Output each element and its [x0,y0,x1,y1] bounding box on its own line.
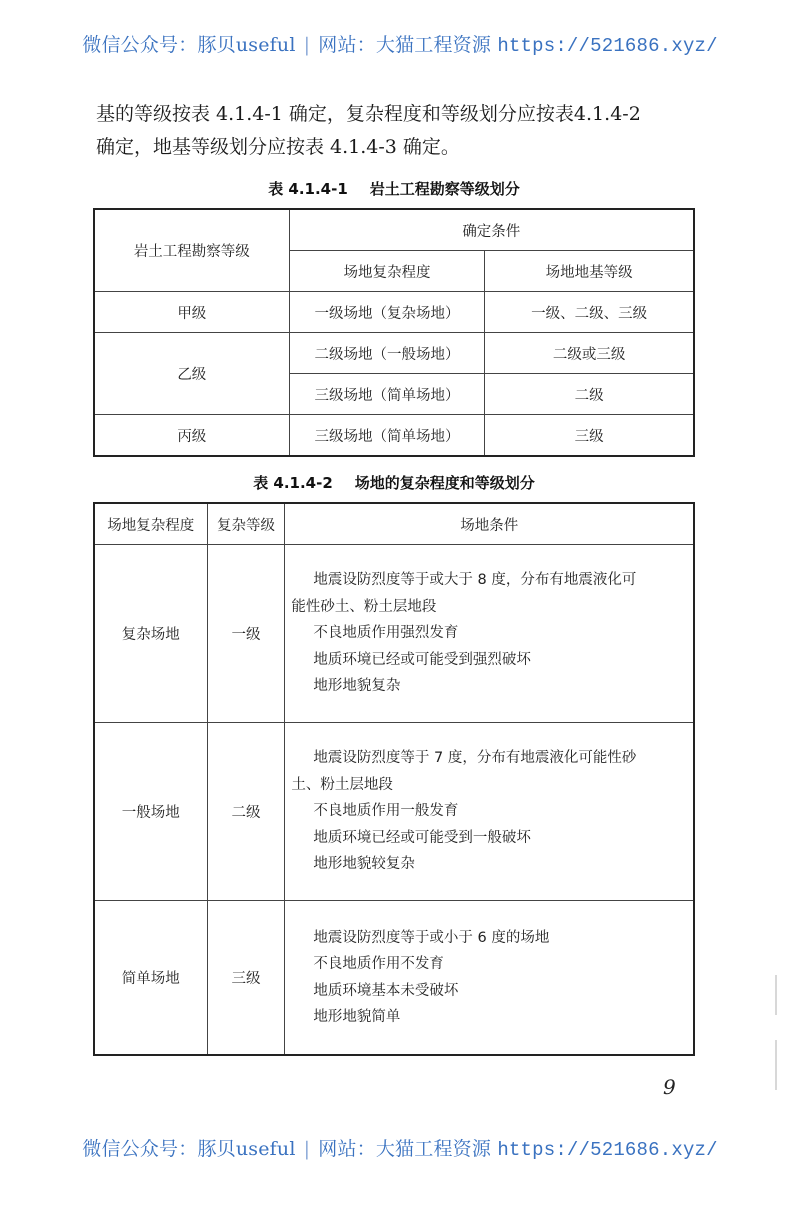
table-row [94,292,694,333]
site-complexity-table [93,502,695,1056]
cell-conditions [285,723,694,901]
site-label: 网站：大猫工程资源 [318,1138,492,1160]
cell-conditions [285,545,694,723]
cell-complexity: 一般场地 [94,723,207,901]
table-row [94,901,694,1056]
cell-level: 二级 [207,723,285,901]
condition-line: 地质环境已经或可能受到一般破坏 [313,829,531,846]
table-row [94,333,694,374]
table1-caption [93,178,695,199]
cell-foundation-grade: 二级或三级 [485,333,694,374]
intro-line-1: 基的等级按表 4.1.4-1 确定，复杂程度和等级划分应按表4.1.4-2 [96,103,641,125]
header-level: 复杂等级 [207,503,285,545]
condition-line: 地形地貌较复杂 [313,856,415,873]
cell-site-complexity: 三级场地（简单场地） [289,415,485,457]
table-row [94,545,694,723]
survey-grade-table [93,208,695,457]
intro-paragraph [96,98,706,164]
page-number: 9 [663,1075,676,1099]
table2-caption [93,472,695,493]
watermark-bottom [0,1134,800,1161]
cell-site-complexity: 一级场地（复杂场地） [289,292,485,333]
condition-line: 土、粉土层地段 [291,776,393,793]
intro-line-2: 确定，地基等级划分应按表 4.1.4-3 确定。 [96,136,460,158]
scan-artifact [775,975,777,1015]
separator: | [303,34,311,56]
header-foundation-grade: 场地地基等级 [485,251,694,292]
condition-line: 地震设防烈度等于或大于 8 度，分布有地震液化可 [313,572,637,589]
condition-line: 不良地质作用一般发育 [313,803,459,820]
cell-complexity: 复杂场地 [94,545,207,723]
condition-line: 不良地质作用强烈发育 [313,625,459,642]
condition-line: 不良地质作用不发育 [313,956,444,972]
table1-caption-title: 岩土工程勘察等级划分 [369,180,520,198]
cell-foundation-grade: 三级 [485,415,694,457]
condition-line: 地形地貌复杂 [313,678,401,695]
cell-conditions [285,901,694,1056]
wechat-label: 微信公众号：豚贝useful [82,34,296,56]
condition-line: 地形地貌简单 [313,1009,401,1025]
cell-grade: 乙级 [94,333,289,415]
table1-caption-number: 表 4.1.4-1 [268,180,348,198]
cell-site-complexity: 三级场地（简单场地） [289,374,485,415]
condition-line: 地震设防烈度等于 7 度，分布有地震液化可能性砂 [313,750,637,767]
site-url[interactable]: https://521686.xyz/ [497,35,718,57]
cell-foundation-grade: 一级、二级、三级 [485,292,694,333]
header-conditions: 场地条件 [285,503,694,545]
cell-level: 一级 [207,545,285,723]
table2-caption-number: 表 4.1.4-2 [253,474,333,492]
header-site-complexity: 场地复杂程度 [289,251,485,292]
header-grade: 岩土工程勘察等级 [94,209,289,292]
condition-line: 能性砂土、粉土层地段 [291,598,437,615]
header-conditions: 确定条件 [289,209,694,251]
condition-line: 地震设防烈度等于或小于 6 度的场地 [313,929,550,946]
cell-grade: 丙级 [94,415,289,457]
scan-artifact [775,1040,777,1090]
table-row [94,415,694,457]
cell-site-complexity: 二级场地（一般场地） [289,333,485,374]
condition-line: 地质环境基本未受破坏 [313,982,459,999]
cell-foundation-grade: 二级 [485,374,694,415]
condition-line: 地质环境已经或可能受到强烈破坏 [313,651,531,668]
header-complexity: 场地复杂程度 [94,503,207,545]
cell-level: 三级 [207,901,285,1056]
wechat-label: 微信公众号：豚贝useful [82,1138,296,1160]
site-url[interactable]: https://521686.xyz/ [497,1139,718,1161]
cell-complexity: 简单场地 [94,901,207,1056]
table2-caption-title: 场地的复杂程度和等级划分 [354,474,535,492]
site-label: 网站：大猫工程资源 [318,34,492,56]
separator: | [303,1138,311,1160]
table-row [94,723,694,901]
cell-grade: 甲级 [94,292,289,333]
watermark-top [0,30,800,57]
